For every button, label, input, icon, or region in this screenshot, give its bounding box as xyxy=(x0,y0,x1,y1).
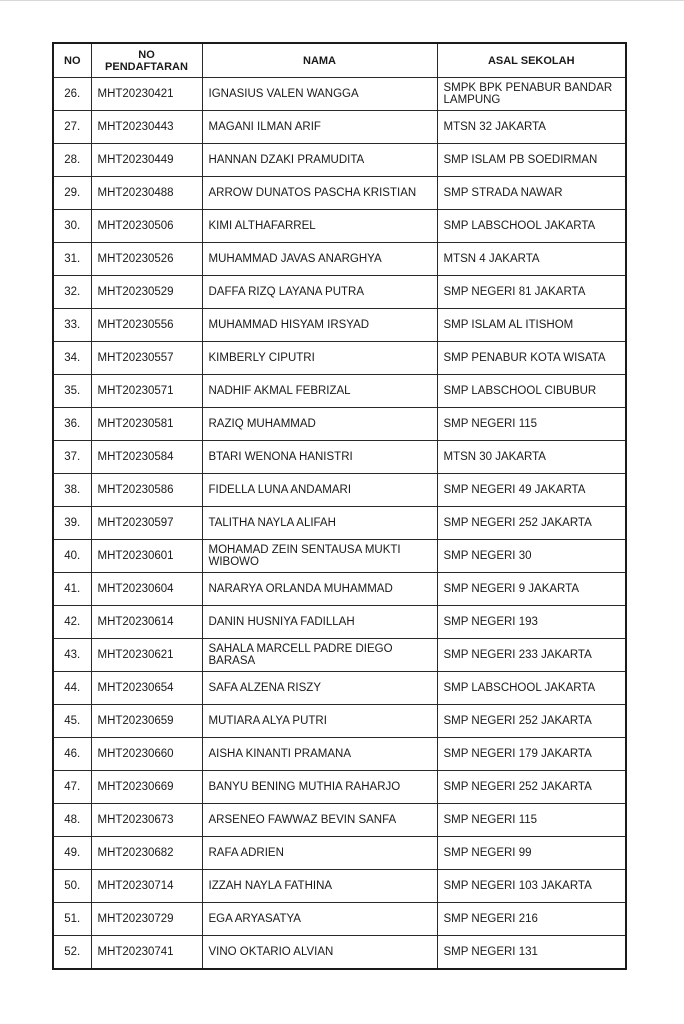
school-origin-cell: SMP NEGERI 252 JAKARTA xyxy=(437,507,626,540)
row-number-cell: 48. xyxy=(53,804,91,837)
page-top-edge xyxy=(0,0,684,5)
header-registration-number: NO PENDAFTARAN xyxy=(91,43,202,78)
registration-number-cell: MHT20230557 xyxy=(91,342,202,375)
registration-number-cell: MHT20230443 xyxy=(91,111,202,144)
row-number-cell: 45. xyxy=(53,705,91,738)
row-number-cell: 32. xyxy=(53,276,91,309)
row-number-cell: 33. xyxy=(53,309,91,342)
school-origin-cell: SMP NEGERI 9 JAKARTA xyxy=(437,573,626,606)
registration-number-cell: MHT20230654 xyxy=(91,672,202,705)
student-name-cell: DAFFA RIZQ LAYANA PUTRA xyxy=(202,276,437,309)
table-row xyxy=(53,144,626,177)
registration-number-cell: MHT20230659 xyxy=(91,705,202,738)
row-number-cell: 43. xyxy=(53,639,91,672)
registration-number-cell: MHT20230571 xyxy=(91,375,202,408)
registration-number-cell: MHT20230604 xyxy=(91,573,202,606)
table-row xyxy=(53,276,626,309)
row-number-cell: 37. xyxy=(53,441,91,474)
registration-number-cell: MHT20230682 xyxy=(91,837,202,870)
student-name-cell: EGA ARYASATYA xyxy=(202,903,437,936)
table-row xyxy=(53,936,626,970)
row-number-cell: 40. xyxy=(53,540,91,573)
student-name-cell: IGNASIUS VALEN WANGGA xyxy=(202,78,437,111)
header-school-origin: ASAL SEKOLAH xyxy=(437,43,626,78)
row-number-cell: 39. xyxy=(53,507,91,540)
table-row xyxy=(53,243,626,276)
registration-number-cell: MHT20230556 xyxy=(91,309,202,342)
student-name-cell: MUHAMMAD JAVAS ANARGHYA xyxy=(202,243,437,276)
school-origin-cell: SMP ISLAM PB SOEDIRMAN xyxy=(437,144,626,177)
student-name-cell: AISHA KINANTI PRAMANA xyxy=(202,738,437,771)
student-name-cell: RAFA ADRIEN xyxy=(202,837,437,870)
table-row xyxy=(53,606,626,639)
student-name-cell: VINO OKTARIO ALVIAN xyxy=(202,936,437,970)
school-origin-cell: SMP NEGERI 179 JAKARTA xyxy=(437,738,626,771)
table-row xyxy=(53,573,626,606)
registration-number-cell: MHT20230669 xyxy=(91,771,202,804)
school-origin-cell: SMP NEGERI 131 xyxy=(437,936,626,970)
school-origin-cell: SMP NEGERI 252 JAKARTA xyxy=(437,771,626,804)
student-name-cell: DANIN HUSNIYA FADILLAH xyxy=(202,606,437,639)
school-origin-cell: SMP NEGERI 81 JAKARTA xyxy=(437,276,626,309)
registration-number-cell: MHT20230597 xyxy=(91,507,202,540)
row-number-cell: 49. xyxy=(53,837,91,870)
school-origin-cell: SMP LABSCHOOL JAKARTA xyxy=(437,210,626,243)
row-number-cell: 26. xyxy=(53,78,91,111)
row-number-cell: 38. xyxy=(53,474,91,507)
row-number-cell: 47. xyxy=(53,771,91,804)
row-number-cell: 34. xyxy=(53,342,91,375)
registration-number-cell: MHT20230584 xyxy=(91,441,202,474)
student-name-cell: NADHIF AKMAL FEBRIZAL xyxy=(202,375,437,408)
school-origin-cell: SMP NEGERI 99 xyxy=(437,837,626,870)
registration-number-cell: MHT20230601 xyxy=(91,540,202,573)
student-name-cell: KIMI ALTHAFARREL xyxy=(202,210,437,243)
school-origin-cell: MTSN 30 JAKARTA xyxy=(437,441,626,474)
student-name-cell: KIMBERLY CIPUTRI xyxy=(202,342,437,375)
school-origin-cell: SMP NEGERI 49 JAKARTA xyxy=(437,474,626,507)
student-name-cell: ARSENEO FAWWAZ BEVIN SANFA xyxy=(202,804,437,837)
table-row xyxy=(53,738,626,771)
school-origin-cell: MTSN 32 JAKARTA xyxy=(437,111,626,144)
student-name-cell: SAFA ALZENA RISZY xyxy=(202,672,437,705)
student-name-cell: TALITHA NAYLA ALIFAH xyxy=(202,507,437,540)
student-name-cell: NARARYA ORLANDA MUHAMMAD xyxy=(202,573,437,606)
table-row xyxy=(53,903,626,936)
row-number-cell: 27. xyxy=(53,111,91,144)
registration-number-cell: MHT20230529 xyxy=(91,276,202,309)
registration-number-cell: MHT20230506 xyxy=(91,210,202,243)
row-number-cell: 29. xyxy=(53,177,91,210)
table-row xyxy=(53,111,626,144)
school-origin-cell: SMP NEGERI 30 xyxy=(437,540,626,573)
row-number-cell: 50. xyxy=(53,870,91,903)
table-row xyxy=(53,639,626,672)
header-no: NO xyxy=(53,43,91,78)
registration-number-cell: MHT20230714 xyxy=(91,870,202,903)
registration-number-cell: MHT20230729 xyxy=(91,903,202,936)
school-origin-cell: MTSN 4 JAKARTA xyxy=(437,243,626,276)
row-number-cell: 35. xyxy=(53,375,91,408)
student-name-cell: MUTIARA ALYA PUTRI xyxy=(202,705,437,738)
student-name-cell: BANYU BENING MUTHIA RAHARJO xyxy=(202,771,437,804)
header-name: NAMA xyxy=(202,43,437,78)
table-row xyxy=(53,705,626,738)
school-origin-cell: SMP NEGERI 216 xyxy=(437,903,626,936)
row-number-cell: 31. xyxy=(53,243,91,276)
registration-number-cell: MHT20230660 xyxy=(91,738,202,771)
table-row xyxy=(53,507,626,540)
row-number-cell: 36. xyxy=(53,408,91,441)
registration-number-cell: MHT20230526 xyxy=(91,243,202,276)
registration-number-cell: MHT20230621 xyxy=(91,639,202,672)
school-origin-cell: SMP LABSCHOOL CIBUBUR xyxy=(437,375,626,408)
table-row xyxy=(53,540,626,573)
registration-number-cell: MHT20230741 xyxy=(91,936,202,970)
row-number-cell: 30. xyxy=(53,210,91,243)
school-origin-cell: SMP PENABUR KOTA WISATA xyxy=(437,342,626,375)
table-row xyxy=(53,441,626,474)
row-number-cell: 28. xyxy=(53,144,91,177)
school-origin-cell: SMPK BPK PENABUR BANDAR LAMPUNG xyxy=(437,78,626,111)
school-origin-cell: SMP NEGERI 115 xyxy=(437,804,626,837)
student-name-cell: RAZIQ MUHAMMAD xyxy=(202,408,437,441)
school-origin-cell: SMP NEGERI 252 JAKARTA xyxy=(437,705,626,738)
table-row xyxy=(53,309,626,342)
registration-number-cell: MHT20230586 xyxy=(91,474,202,507)
registration-number-cell: MHT20230581 xyxy=(91,408,202,441)
student-name-cell: FIDELLA LUNA ANDAMARI xyxy=(202,474,437,507)
table-row xyxy=(53,672,626,705)
student-name-cell: SAHALA MARCELL PADRE DIEGO BARASA xyxy=(202,639,437,672)
registration-number-cell: MHT20230421 xyxy=(91,78,202,111)
table-row xyxy=(53,870,626,903)
table-header-row xyxy=(53,43,626,78)
school-origin-cell: SMP NEGERI 233 JAKARTA xyxy=(437,639,626,672)
school-origin-cell: SMP NEGERI 103 JAKARTA xyxy=(437,870,626,903)
row-number-cell: 46. xyxy=(53,738,91,771)
table-row xyxy=(53,837,626,870)
row-number-cell: 51. xyxy=(53,903,91,936)
student-name-cell: MOHAMAD ZEIN SENTAUSA MUKTI WIBOWO xyxy=(202,540,437,573)
student-name-cell: BTARI WENONA HANISTRI xyxy=(202,441,437,474)
row-number-cell: 41. xyxy=(53,573,91,606)
registration-number-cell: MHT20230614 xyxy=(91,606,202,639)
registration-number-cell: MHT20230488 xyxy=(91,177,202,210)
student-name-cell: IZZAH NAYLA FATHINA xyxy=(202,870,437,903)
school-origin-cell: SMP NEGERI 193 xyxy=(437,606,626,639)
school-origin-cell: SMP ISLAM AL ITISHOM xyxy=(437,309,626,342)
student-name-cell: MUHAMMAD HISYAM IRSYAD xyxy=(202,309,437,342)
table-row xyxy=(53,342,626,375)
table-row xyxy=(53,771,626,804)
table-row xyxy=(53,177,626,210)
registration-number-cell: MHT20230673 xyxy=(91,804,202,837)
school-origin-cell: SMP LABSCHOOL JAKARTA xyxy=(437,672,626,705)
registration-table xyxy=(52,42,627,970)
student-name-cell: MAGANI ILMAN ARIF xyxy=(202,111,437,144)
table-row xyxy=(53,474,626,507)
table-row xyxy=(53,804,626,837)
registration-number-cell: MHT20230449 xyxy=(91,144,202,177)
table-row xyxy=(53,408,626,441)
row-number-cell: 44. xyxy=(53,672,91,705)
school-origin-cell: SMP STRADA NAWAR xyxy=(437,177,626,210)
row-number-cell: 42. xyxy=(53,606,91,639)
school-origin-cell: SMP NEGERI 115 xyxy=(437,408,626,441)
table-row xyxy=(53,78,626,111)
table-row xyxy=(53,375,626,408)
student-name-cell: HANNAN DZAKI PRAMUDITA xyxy=(202,144,437,177)
table-row xyxy=(53,210,626,243)
row-number-cell: 52. xyxy=(53,936,91,970)
student-name-cell: ARROW DUNATOS PASCHA KRISTIAN xyxy=(202,177,437,210)
